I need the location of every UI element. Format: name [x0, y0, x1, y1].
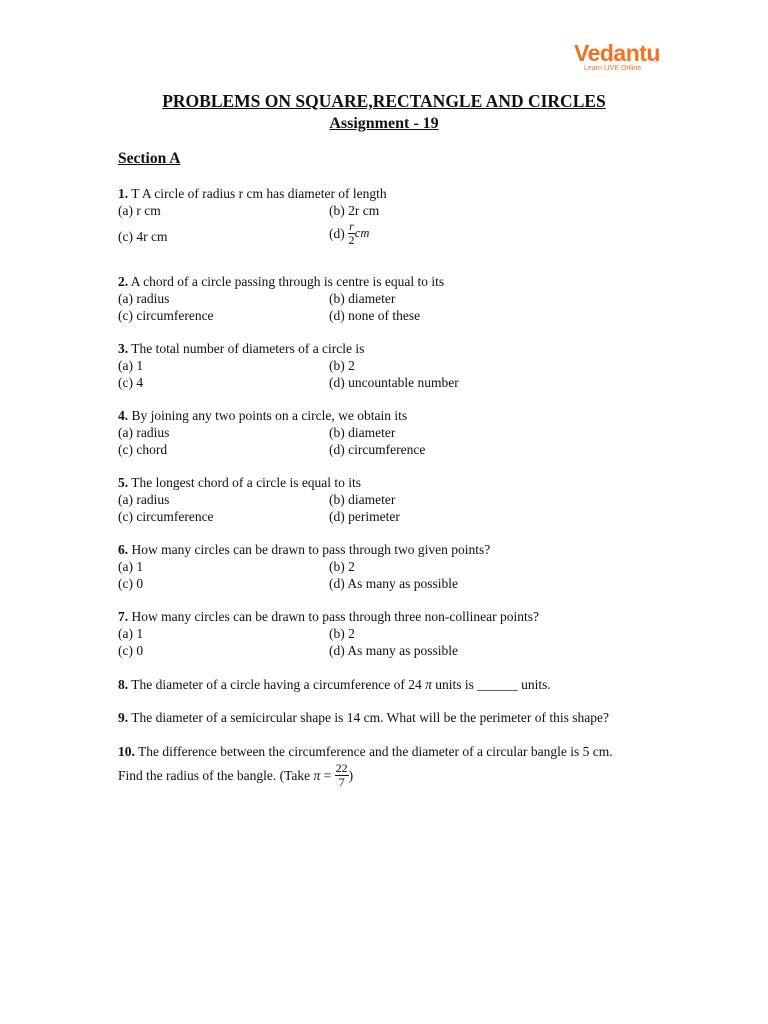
q7-option-a: (a) 1 — [118, 626, 144, 641]
q3-option-c: (c) 4 — [118, 375, 144, 390]
question-1: 1. T A circle of radius r cm has diameter of length — [118, 186, 387, 201]
fraction: $\frac{r}{2}$ — [348, 219, 355, 247]
q2-option-c: (c) circumference — [118, 308, 214, 323]
q6-option-d: (d) As many as possible — [329, 576, 458, 591]
q6-option-c: (c) 0 — [118, 576, 144, 591]
question-4: 4. By joining any two points on a circle, we obtain its — [118, 408, 408, 423]
question-2: 2. A chord of a circle passing through is centre is equal to its — [118, 274, 445, 289]
question-7: 7. How many circles can be drawn to pass through three non-collinear points? — [118, 609, 539, 624]
question-9: 9. The diameter of a semicircular shape is 14 cm. What will be the perimeter of this shape? — [118, 710, 609, 725]
q4-option-a: (a) radius — [118, 425, 170, 440]
q6-option-a: (a) 1 — [118, 559, 144, 574]
question-6: 6. How many circles can be drawn to pass through two given points? — [118, 542, 491, 557]
page-title: PROBLEMS ON SQUARE,RECTANGLE AND CIRCLES — [162, 91, 606, 111]
q3-option-d: (d) uncountable number — [329, 375, 459, 390]
q2-option-b: (b) diameter — [329, 291, 396, 306]
q1-option-b: (b) 2r cm — [329, 203, 380, 218]
q1-option-d: (d) $\frac{r}{2}$ cm — [329, 219, 370, 247]
logo-word: Vedantu — [574, 40, 660, 66]
logo-tagline: Learn LIVE Online — [584, 65, 642, 72]
question-10: 10. The difference between the circumference and the diameter of a circular bangle is 5 cm. — [118, 744, 613, 759]
q1-option-c: (c) 4r cm — [118, 229, 168, 244]
question-8: 8. The diameter of a circle having a circumference of 24 π units is ______ units. — [118, 677, 551, 692]
q7-option-d: (d) As many as possible — [329, 643, 458, 658]
q2-option-d: (d) none of these — [329, 308, 421, 323]
q4-option-b: (b) diameter — [329, 425, 396, 440]
q5-option-d: (d) perimeter — [329, 509, 400, 524]
q7-option-c: (c) 0 — [118, 643, 144, 658]
question-10-line-2: Find the radius of the bangle. (Take π = $\frac{22}{7}$ ) — [118, 761, 354, 789]
q1-option-a: (a) r cm — [118, 203, 161, 218]
q6-option-b: (b) 2 — [329, 559, 355, 574]
q7-option-b: (b) 2 — [329, 626, 355, 641]
vedantu-logo — [574, 42, 684, 78]
question-5: 5. The longest chord of a circle is equal to its — [118, 475, 362, 490]
assignment-subtitle: Assignment - 19 — [329, 115, 439, 132]
q3-option-a: (a) 1 — [118, 358, 144, 373]
q4-option-d: (d) circumference — [329, 442, 426, 457]
question-3: 3. The total number of diameters of a circle is — [118, 341, 365, 356]
q4-option-c: (c) chord — [118, 442, 168, 457]
section-heading: Section A — [118, 150, 181, 167]
q2-option-a: (a) radius — [118, 291, 170, 306]
q5-option-b: (b) diameter — [329, 492, 396, 507]
q3-option-b: (b) 2 — [329, 358, 355, 373]
q5-option-c: (c) circumference — [118, 509, 214, 524]
fraction: $\frac{22}{7}$ — [335, 761, 348, 789]
q5-option-a: (a) radius — [118, 492, 170, 507]
